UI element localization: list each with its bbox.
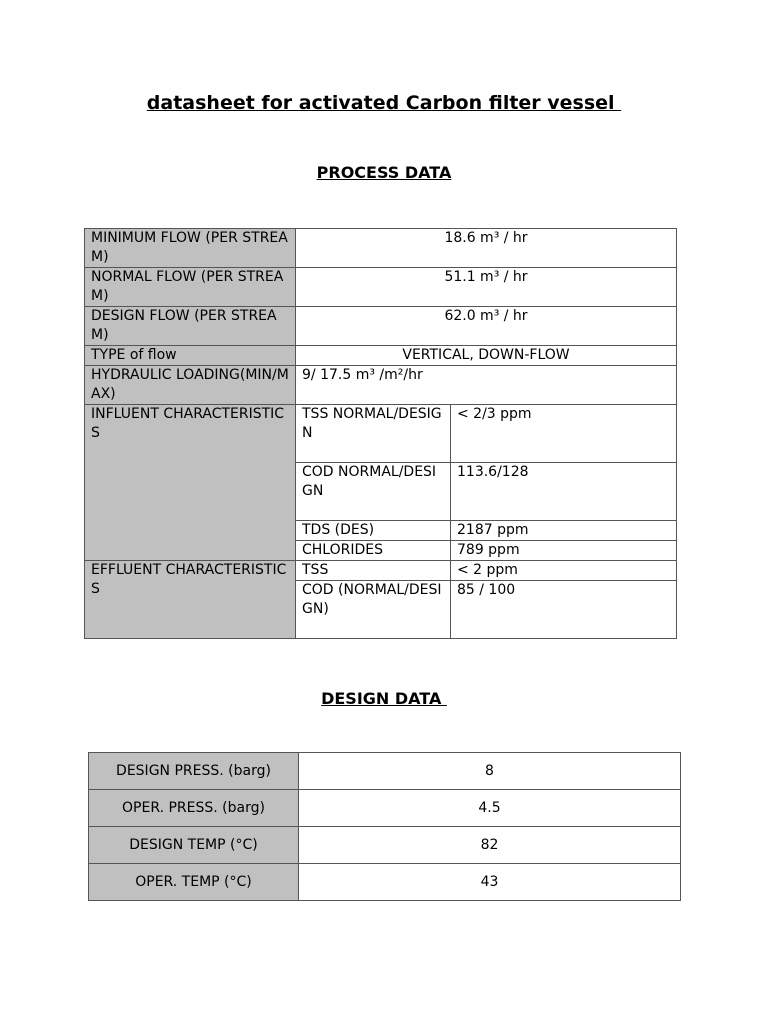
influent-param: CHLORIDES <box>296 541 451 561</box>
effluent-value: < 2 ppm <box>451 561 677 581</box>
effluent-param: TSS <box>296 561 451 581</box>
row-label: DESIGN PRESS. (barg) <box>89 753 299 790</box>
table-row <box>85 366 677 405</box>
effluent-param: COD (NORMAL/DESIGN) <box>296 581 451 639</box>
effluent-value: 85 / 100 <box>451 581 677 639</box>
influent-value: < 2/3 ppm <box>451 405 677 463</box>
influent-param: TDS (DES) <box>296 521 451 541</box>
table-row <box>89 864 681 901</box>
row-label: OPER. PRESS. (barg) <box>89 790 299 827</box>
row-value: 18.6 m³ / hr <box>296 229 677 268</box>
row-label: MINIMUM FLOW (PER STREAM) <box>85 229 296 268</box>
influent-label: INFLUENT CHARACTERISTICS <box>85 405 296 561</box>
table-row <box>85 405 677 463</box>
row-value: 62.0 m³ / hr <box>296 307 677 346</box>
influent-param: COD NORMAL/DESIGN <box>296 463 451 521</box>
row-value: VERTICAL, DOWN-FLOW <box>296 346 677 366</box>
table-row <box>85 561 677 581</box>
process-data-heading: PROCESS DATA <box>316 163 452 182</box>
effluent-label: EFFLUENT CHARACTERISTICS <box>85 561 296 639</box>
document-title: datasheet for activated Carbon filter vessel <box>146 92 622 114</box>
row-value: 51.1 m³ / hr <box>296 268 677 307</box>
table-row <box>89 753 681 790</box>
row-value: 4.5 <box>299 790 681 827</box>
influent-value: 789 ppm <box>451 541 677 561</box>
row-label: DESIGN FLOW (PER STREAM) <box>85 307 296 346</box>
row-value: 43 <box>299 864 681 901</box>
row-value: 9/ 17.5 m³ /m²/hr <box>296 366 677 405</box>
design-data-heading: DESIGN DATA <box>321 689 447 708</box>
row-label: TYPE of flow <box>85 346 296 366</box>
influent-value: 2187 ppm <box>451 521 677 541</box>
table-row <box>89 790 681 827</box>
design-data-table <box>88 752 681 901</box>
row-value: 8 <box>299 753 681 790</box>
table-row <box>85 346 677 366</box>
row-label: DESIGN TEMP (°C) <box>89 827 299 864</box>
table-row <box>85 268 677 307</box>
table-row <box>85 307 677 346</box>
influent-param: TSS NORMAL/DESIGN <box>296 405 451 463</box>
row-label: HYDRAULIC LOADING(MIN/MAX) <box>85 366 296 405</box>
row-label: NORMAL FLOW (PER STREAM) <box>85 268 296 307</box>
table-row <box>89 827 681 864</box>
process-data-table <box>84 228 677 639</box>
influent-value: 113.6/128 <box>451 463 677 521</box>
row-label: OPER. TEMP (°C) <box>89 864 299 901</box>
table-row <box>85 229 677 268</box>
row-value: 82 <box>299 827 681 864</box>
